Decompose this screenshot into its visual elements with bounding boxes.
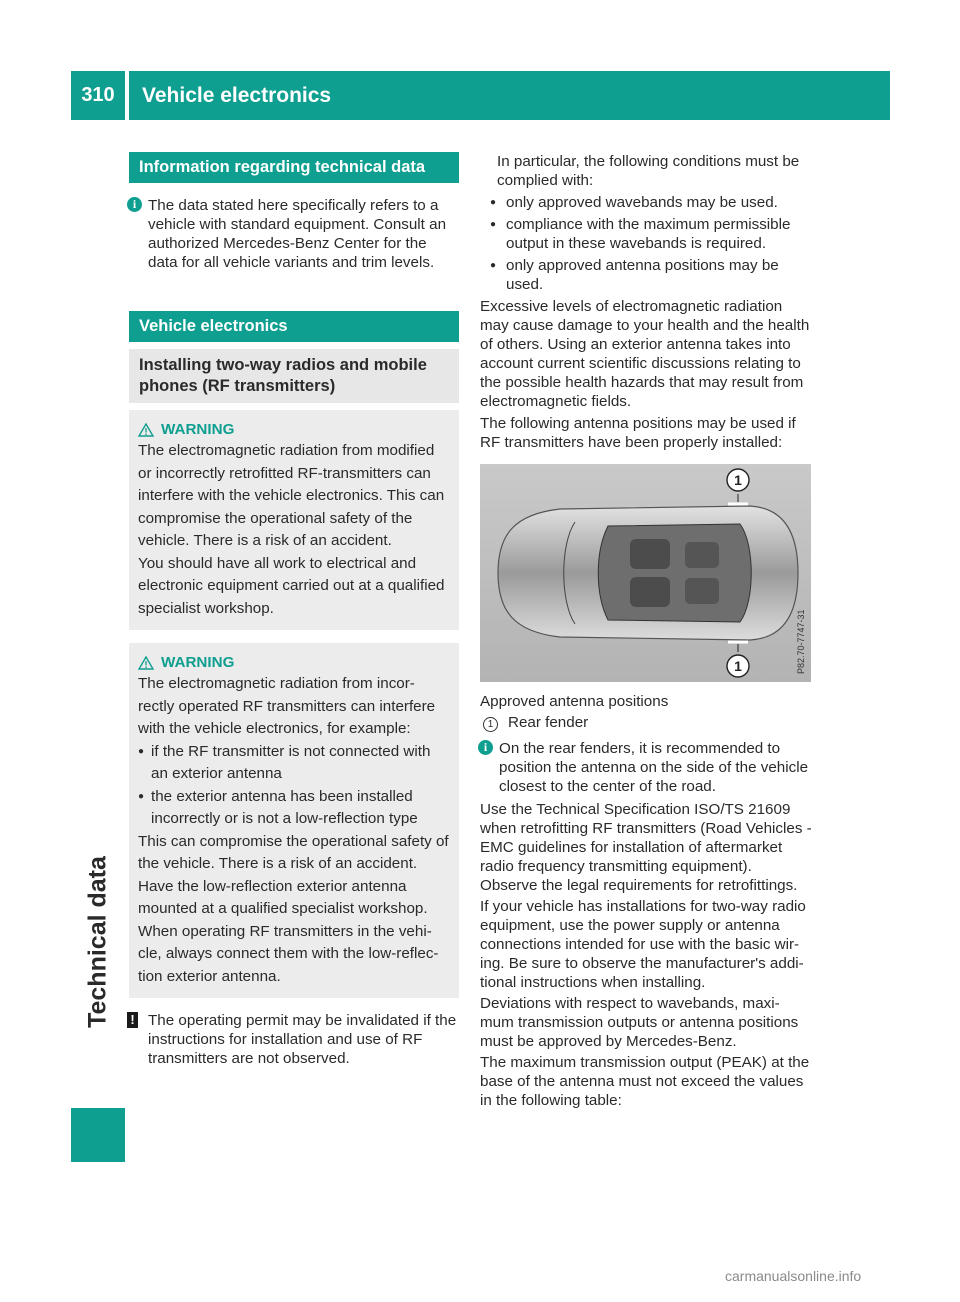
condition-bullet-3: ● only approved antenna positions may be used.	[490, 256, 813, 294]
info-note	[132, 196, 459, 272]
warning-heading-1	[138, 420, 450, 439]
warning-1-text-1: The electromagnetic radiation from modified or incorrectly retrofitted RF-transmitters can interfere with the vehicle electronics. This can compromise the operational safety of the vehicle. There is a risk of an accident.	[138, 442, 445, 549]
watermark-text: carmanualsonline.info	[725, 1268, 862, 1284]
warning-2-text-3: Have the low-reflection exterior antenna mounted at a qualified specialist workshop. When operating RF transmitters in the vehi-cle, always connect them with the low-reflec-tion exterior antenna.	[138, 877, 439, 985]
warning-heading-2	[138, 653, 450, 672]
info-note-rear-fender-text: On the rear fenders, it is recommended to position the antenna on the side of the vehicle closest to the center of the road.	[499, 740, 809, 795]
info-note-text: The data stated here specifically refers to a vehicle with standard equipment. Consult an authorized Mercedes-Benz Center for the data for all vehicle variants and trim levels.	[148, 197, 447, 271]
heading-vehicle-electronics: Vehicle electronics	[129, 311, 459, 342]
warning-2-bullet-1: ● if the RF transmitter is not connected with an exterior antenna	[138, 741, 450, 786]
info-icon: i	[127, 197, 142, 212]
page-title: Vehicle electronics	[129, 71, 890, 120]
condition-bullet-1: ● only approved wavebands may be used.	[490, 193, 813, 212]
warning-box-1	[129, 410, 459, 630]
iso-paragraph: Use the Technical Specification ISO/TS 21609 when retrofitting RF transmitters (Road Vehicles - EMC guidelines for installation of aftermarket radio frequency transmitting equipment). Observe the legal requirements for retrofittings.	[480, 801, 812, 894]
installations-paragraph: If your vehicle has installations for two-way radio equipment, use the power supply or antenna connections intended for use with the basic wir-ing. Be sure to observe the manufacturer's addi-tional instructions when installing.	[480, 898, 806, 991]
info-icon: i	[478, 740, 493, 755]
figure-legend-item	[480, 713, 813, 732]
warning-title-2: WARNING	[161, 654, 235, 671]
convertible-car-illustration	[480, 464, 811, 682]
warning-2-text-1: The electromagnetic radiation from incor-rectly operated RF transmitters can interfere with the vehicle electronics, for example:	[138, 675, 436, 737]
figure-caption: Approved antenna positions	[480, 693, 669, 710]
deviations-paragraph: Deviations with respect to wavebands, maxi-mum transmission outputs or antenna positions must be approved by Mercedes-Benz.	[480, 995, 799, 1050]
condition-bullet-2: ● compliance with the maximum permissible output in these wavebands is required.	[490, 215, 813, 253]
notice-exclamation-icon: !	[127, 1012, 138, 1028]
notice-note	[132, 1011, 459, 1068]
notice-text: The operating permit may be invalidated if the instructions for installation and use of RF transmitters are not observed.	[148, 1012, 457, 1067]
warning-box-2	[129, 643, 459, 998]
section-tab-marker	[71, 1108, 125, 1162]
heading-technical-data: Information regarding technical data	[129, 152, 459, 183]
warning-2-bullet-2: ● the exterior antenna has been installed incorrectly or is not a low-reflection type	[138, 786, 450, 831]
left-column	[129, 152, 459, 1068]
warning-1-text-2: You should have all work to electrical and electronic equipment carried out at a qualified specialist workshop.	[138, 554, 445, 617]
info-note-rear-fender	[483, 739, 813, 796]
page-number: 310	[71, 71, 125, 120]
heading-installing-radios: Installing two-way radios and mobile phones (RF transmitters)	[129, 349, 459, 403]
conditions-intro: In particular, the following conditions must be complied with:	[497, 153, 800, 189]
figure-code: P82.70-7747-31	[796, 609, 806, 674]
warning-triangle-icon	[138, 656, 154, 670]
figure-callout-bottom: 1	[734, 658, 742, 674]
warning-title-1: WARNING	[161, 421, 235, 438]
legend-callout-number: 1	[483, 717, 498, 732]
legend-text: Rear fender	[508, 714, 589, 731]
warning-triangle-icon	[138, 423, 154, 437]
section-side-label	[68, 822, 128, 1062]
antenna-positions-intro: The following antenna positions may be used if RF transmitters have been properly installed:	[480, 415, 796, 451]
radiation-paragraph: Excessive levels of electromagnetic radiation may cause damage to your health and the health of others. Using an exterior antenna takes into account current scientific discussions relating to the possible health hazards that may result from electromagnetic fields.	[480, 298, 810, 410]
section-side-label-text: Technical data	[83, 856, 112, 1028]
warning-2-text-2: This can compromise the operational safety of the vehicle. There is a risk of an accident.	[138, 832, 449, 872]
figure-callout-top: 1	[734, 472, 742, 488]
peak-output-paragraph: The maximum transmission output (PEAK) at the base of the antenna must not exceed the values in the following table:	[480, 1054, 810, 1109]
vehicle-top-view-figure	[480, 464, 811, 682]
right-column	[480, 152, 813, 1110]
